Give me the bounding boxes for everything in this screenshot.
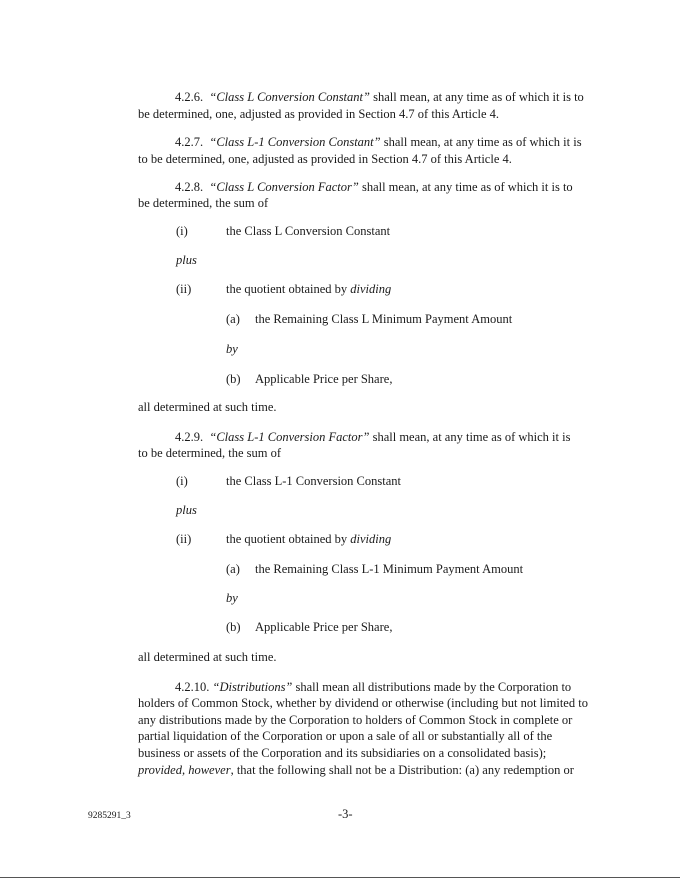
section-4-2-10-line-4: partial liquidation of the Corporation or upon a sale of all or substantially all of the <box>138 729 553 743</box>
item-i-text: the Class L-1 Conversion Constant <box>226 474 401 488</box>
section-text: shall mean, at any time as of which it is to <box>361 180 573 194</box>
sub-a-label: (a) <box>226 312 240 326</box>
section-number: 4.2.9. <box>175 430 204 444</box>
section-4-2-10-line-1 <box>175 679 571 696</box>
section-4-2-10-line-2: holders of Common Stock, whether by dividend or otherwise (including but not limited to <box>138 696 588 710</box>
section-4-2-8-closing: all determined at such time. <box>138 400 277 414</box>
section-number: 4.2.8. <box>175 180 204 194</box>
section-number: 4.2.7. <box>175 135 204 149</box>
section-number: 4.2.10. <box>175 680 210 694</box>
item-ii-text: the quotient obtained by dividing <box>226 282 392 296</box>
scan-edge-divider <box>0 877 680 878</box>
defined-term: “Class L Conversion Constant” <box>209 90 370 104</box>
section-text: shall mean all distributions made by the Corporation to <box>295 680 572 694</box>
section-4-2-9-closing: all determined at such time. <box>138 650 277 664</box>
item-ii-number: (ii) <box>176 282 192 296</box>
item-ii-number: (ii) <box>176 532 192 546</box>
sub-b-label: (b) <box>226 620 241 634</box>
section-4-2-6-line-2: be determined, one, adjusted as provided in Section 4.7 of this Article 4. <box>138 107 500 121</box>
defined-term: “Class L-1 Conversion Constant” <box>209 135 381 149</box>
sub-b-label: (b) <box>226 372 241 386</box>
defined-term: “Distributions” <box>212 680 293 694</box>
plus-label: plus <box>176 253 197 267</box>
sub-b-text: Applicable Price per Share, <box>255 620 393 634</box>
item-ii-text: the quotient obtained by dividing <box>226 532 392 546</box>
item-i-number: (i) <box>176 224 188 238</box>
section-4-2-7-line-1 <box>175 134 582 151</box>
section-4-2-10-line-3: any distributions made by the Corporation to holders of Common Stock in complete or <box>138 713 573 727</box>
by-label: by <box>226 591 238 605</box>
section-4-2-6-line-1 <box>175 89 584 106</box>
defined-term: “Class L Conversion Factor” <box>209 180 359 194</box>
section-text: shall mean, at any time as of which it is to <box>373 90 584 104</box>
document-id: 9285291_3 <box>88 811 131 821</box>
sub-a-label: (a) <box>226 562 240 576</box>
item-i-number: (i) <box>176 474 188 488</box>
sub-a-text: the Remaining Class L Minimum Payment Amount <box>255 312 513 326</box>
sub-b-text: Applicable Price per Share, <box>255 372 393 386</box>
section-number: 4.2.6. <box>175 90 204 104</box>
section-4-2-10-line-6: provided, however, that the following shall not be a Distribution: (a) any redemption or <box>138 763 574 777</box>
section-4-2-8-line-2: be determined, the sum of <box>138 196 269 210</box>
section-4-2-8-line-1 <box>175 179 573 196</box>
plus-label: plus <box>176 503 197 517</box>
sub-a-text: the Remaining Class L-1 Minimum Payment Amount <box>255 562 524 576</box>
section-4-2-9-line-1 <box>175 429 570 446</box>
by-label: by <box>226 342 238 356</box>
section-4-2-9-line-2: to be determined, the sum of <box>138 446 282 460</box>
page-number: -3- <box>338 807 353 821</box>
item-i-text: the Class L Conversion Constant <box>226 224 391 238</box>
section-text: shall mean, at any time as of which it is <box>383 135 582 149</box>
section-4-2-7-line-2: to be determined, one, adjusted as provided in Section 4.7 of this Article 4. <box>138 152 512 166</box>
section-text: shall mean, at any time as of which it is <box>372 430 571 444</box>
section-4-2-10-line-5: business or assets of the Corporation and its subsidiaries on a consolidated basis); <box>138 746 547 760</box>
defined-term: “Class L-1 Conversion Factor” <box>209 430 370 444</box>
